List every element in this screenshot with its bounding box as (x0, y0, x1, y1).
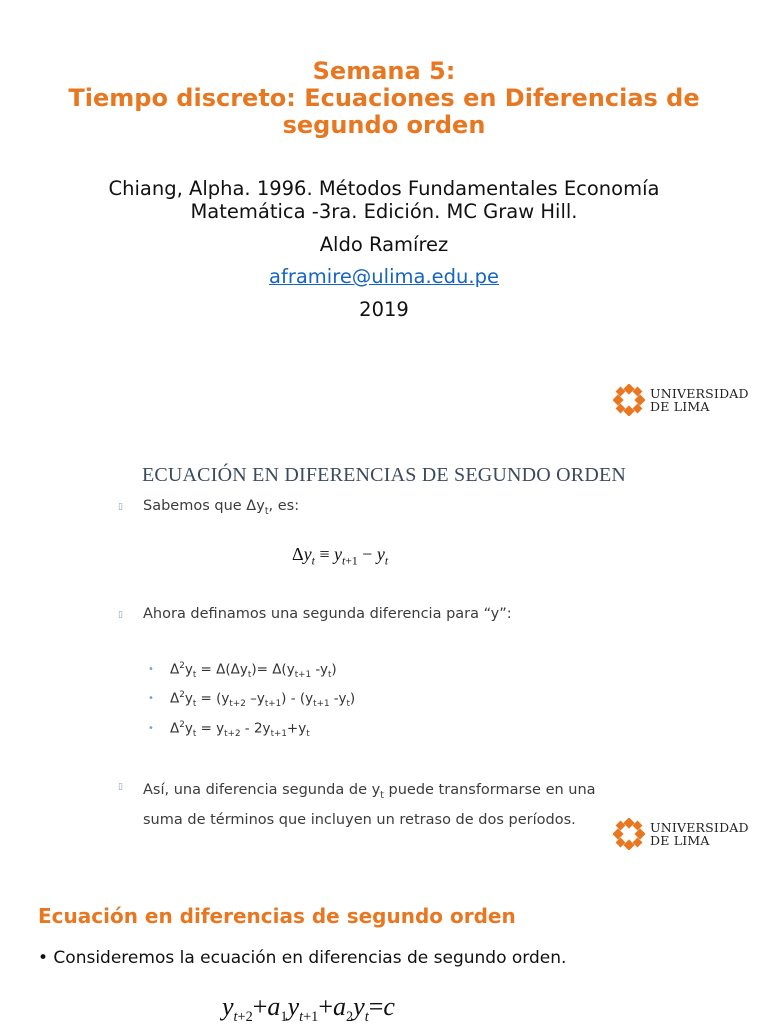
university-logo-icon (613, 818, 645, 850)
title-line-2: Tiempo discreto: Ecuaciones en Diferencias de (68, 84, 700, 112)
title-block (0, 58, 768, 139)
reference-line-2: Matemática -3ra. Edición. MC Graw Hill. (190, 200, 578, 223)
bullet-marker: ▯ (118, 502, 123, 512)
title-line-1: Semana 5: (312, 57, 456, 85)
bullet-ahora: Ahora definamos una segunda diferencia para “y”: (143, 606, 512, 622)
second-difference-line-2: $\Delta^2y_t = (y_{t+2}$ $-y_{t+1}) - (y_{t+1}$ $-y_t$) (170, 690, 356, 710)
slide-second-difference (0, 430, 768, 870)
bullet-marker: ▯ (118, 610, 123, 620)
university-logo-text: UNIVERSIDAD DE LIMA (650, 820, 749, 848)
formula-first-difference: $\Delta y_t \equiv y_{t+1} - y_t$ (292, 544, 389, 568)
reference (40, 177, 728, 223)
slide-second-order-equation (0, 870, 768, 1024)
university-logo-icon (613, 384, 645, 416)
sub-bullet-marker: • (148, 723, 154, 734)
second-order-equation: $y_{t+2}+a_1y_{t+1}+a_2y_t=c$ (222, 992, 395, 1026)
slide3-bullet: • Consideremos la ecuación en diferencias de segundo orden. (38, 948, 567, 968)
second-difference-line-1: $\Delta^2y_t = \Delta(\Delta y_t)= \Delta(y_{t+1}$ $-y_t$) (170, 661, 337, 681)
year: 2019 (359, 298, 409, 321)
author-name: Aldo Ramírez (319, 233, 449, 256)
slide2-title: ECUACIÓN EN DIFERENCIAS DE SEGUNDO ORDEN (141, 464, 627, 486)
bullet-asi-line-2: suma de términos que incluyen un retraso de dos períodos. (143, 811, 576, 828)
sub-bullet-marker: • (148, 693, 154, 704)
university-logo-text: UNIVERSIDAD DE LIMA (650, 386, 749, 414)
slide-title (0, 0, 768, 430)
email (0, 265, 768, 288)
email-link[interactable]: aframire@ulima.edu.pe (269, 265, 499, 288)
university-logo (613, 384, 749, 416)
bullet-sabemos: Sabemos que $\Delta y_t$, es: (143, 498, 300, 517)
second-difference-line-3: $\Delta^2y_t = y_{t+2} - 2y_{t+1}+y_t$ (170, 720, 310, 740)
slide3-title: Ecuación en diferencias de segundo orden (38, 904, 516, 928)
bullet-marker: ▯ (118, 782, 123, 792)
bullet-asi-line-1: Así, una diferencia segunda de $y_t$ puede transformarse en una (143, 782, 596, 801)
reference-line-1: Chiang, Alpha. 1996. Métodos Fundamentales Economía (108, 177, 660, 200)
university-logo (613, 818, 749, 850)
bullet-asi (143, 778, 623, 833)
sub-bullet-marker: • (148, 664, 154, 675)
title-line-3: segundo orden (282, 111, 486, 139)
